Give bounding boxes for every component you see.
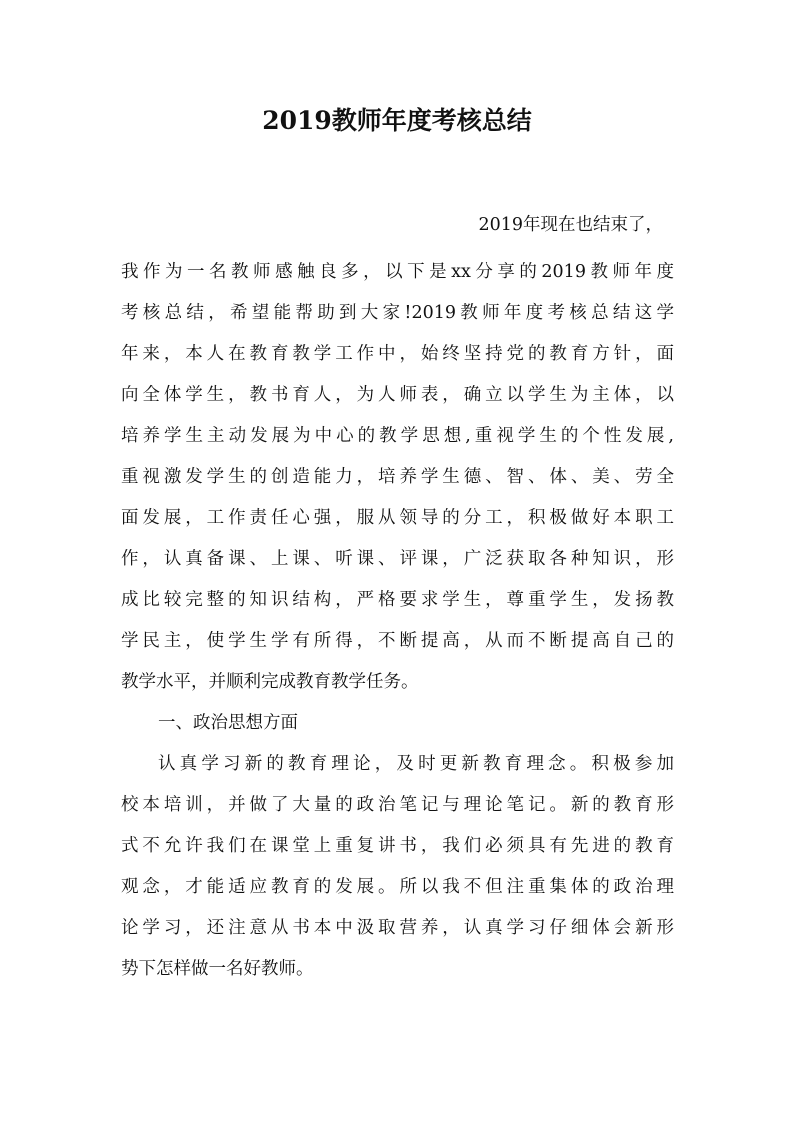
paragraph-line: 考核总结，希望能帮助到大家!2019教师年度考核总结这学 [121,303,674,323]
paragraph-line: 面发展，工作责任心强，服从领导的分工，积极做好本职工 [121,508,674,528]
paragraph-line: 成比较完整的知识结构，严格要求学生，尊重学生，发扬教 [121,590,674,610]
paragraph-line: 年来，本人在教育教学工作中，始终坚持党的教育方针，面 [121,344,674,364]
paragraph-line: 论学习，还注意从书本中汲取营养，认真学习仔细体会新形 [121,918,674,938]
paragraph-line: 势下怎样做一名好教师。 [121,959,314,979]
section-heading: 一、政治思想方面 [158,713,298,733]
paragraph-line: 式不允许我们在课堂上重复讲书，我们必须具有先进的教育 [121,836,674,856]
paragraph-line: 作，认真备课、上课、听课、评课，广泛获取各种知识，形 [121,549,674,569]
paragraph-line: 教学水平，并顺利完成教育教学任务。 [121,672,419,692]
paragraph-line: 向全体学生，教书育人，为人师表，确立以学生为主体，以 [121,385,674,405]
paragraph-line: 培养学生主动发展为中心的教学思想,重视学生的个性发展, [121,426,674,446]
document-title: 2019教师年度考核总结 [262,106,532,135]
paragraph-line: 观念，才能适应教育的发展。所以我不但注重集体的政治理 [121,877,674,897]
paragraph-line: 认真学习新的教育理论，及时更新教育理念。积极参加 [158,754,674,774]
paragraph-line: 我作为一名教师感触良多，以下是xx分享的2019教师年度 [121,262,674,282]
paragraph-line: 校本培训，并做了大量的政治笔记与理论笔记。新的教育形 [121,795,674,815]
paragraph-line: 重视激发学生的创造能力，培养学生德、智、体、美、劳全 [121,467,674,487]
paragraph-line: 学民主，使学生学有所得，不断提高，从而不断提高自己的 [121,631,674,651]
paragraph-line: 2019年现在也结束了， [478,215,663,235]
